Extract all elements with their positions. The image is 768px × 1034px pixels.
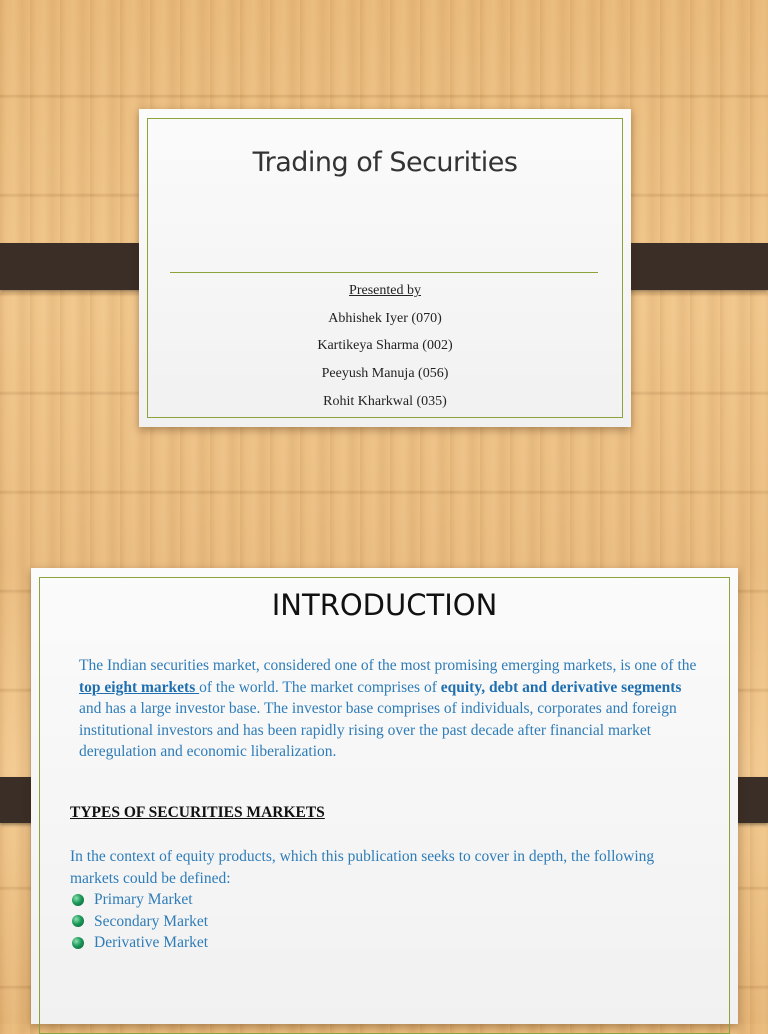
intro-paragraph	[79, 655, 701, 763]
title-slide	[139, 109, 631, 427]
top-eight-markets-link[interactable]: top eight markets	[79, 678, 200, 696]
slide-title: Trading of Securities	[252, 147, 518, 178]
strap-right-top	[613, 243, 768, 290]
context-block	[70, 846, 700, 954]
presenter-item: Kartikeya Sharma (002)	[317, 338, 453, 354]
presenter-item: Rohit Kharkwal (035)	[323, 393, 447, 409]
context-paragraph: In the context of equity products, which this publication seeks to cover in depth, the following markets could be defined:	[70, 848, 655, 887]
section-heading: TYPES OF SECURITIES MARKETS	[70, 804, 325, 821]
list-item	[70, 932, 700, 954]
introduction-slide	[31, 568, 738, 1024]
green-sphere-bullet-icon	[72, 937, 84, 949]
market-label: Primary Market	[94, 891, 193, 908]
strap-left-top	[0, 243, 155, 290]
presenter-item: Peeyush Manuja (056)	[321, 366, 449, 382]
intro-text-part3: and has a large investor base. The investor base comprises of individuals, corporates and foreign institutional investors and has been rapidly rising over the past decade after financial market deregulation and economic liberalization.	[79, 700, 677, 760]
market-label: Secondary Market	[94, 912, 209, 930]
green-sphere-bullet-icon	[72, 894, 84, 906]
segments-bold-text: equity, debt and derivative segments	[440, 678, 682, 696]
intro-text-part1: The Indian securities market, considered one of the most promising emerging markets, is one of the	[79, 657, 697, 674]
divider-rule	[170, 272, 598, 273]
markets-list	[70, 889, 700, 954]
green-sphere-bullet-icon	[72, 915, 84, 927]
presenters-list	[139, 282, 631, 420]
presented-by-label: Presented by	[349, 283, 421, 298]
intro-text-part2: of the world. The market comprises of	[199, 678, 441, 696]
market-label: Derivative Market	[94, 934, 209, 951]
presenter-item: Abhishek Iyer (070)	[328, 310, 442, 326]
list-item	[70, 911, 700, 933]
list-item	[70, 889, 700, 911]
slide-title: INTRODUCTION	[271, 588, 498, 622]
